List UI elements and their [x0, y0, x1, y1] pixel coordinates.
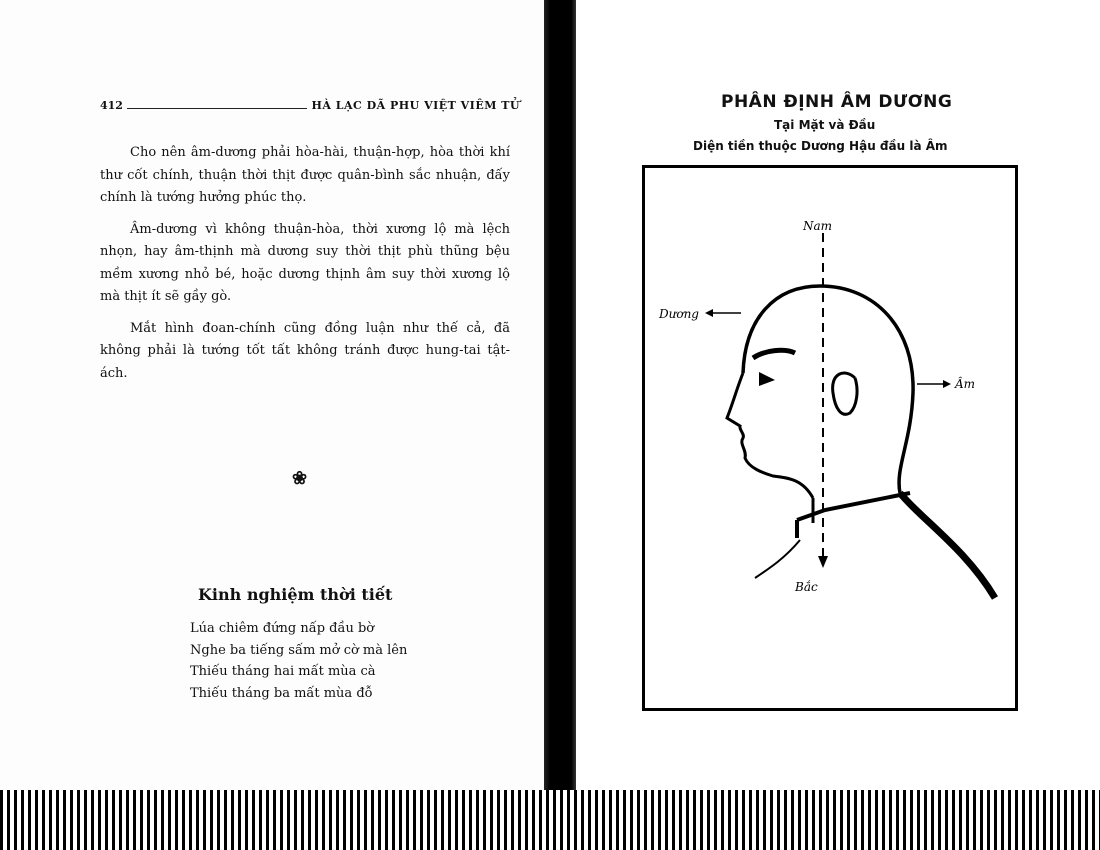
page-number: 412 — [100, 99, 123, 112]
poem-line: Thiếu tháng ba mất mùa đỗ — [190, 685, 373, 701]
header-rule — [127, 108, 308, 109]
plate-caption: Diện tiền thuộc Dương Hậu đầu là Âm — [693, 139, 948, 153]
face-profile — [727, 373, 813, 498]
book-gutter — [544, 0, 576, 790]
body-text — [100, 142, 510, 394]
paragraph: Cho nên âm-dương phải hòa-hài, thuận-hợp, hòa thời khí thư cốt chính, thuận thời thịt được quân-bình sắc nhuận, đấy chính là tướng hưởng phúc thọ. — [100, 145, 510, 205]
scan-edge-strip — [0, 790, 1100, 850]
left-page — [0, 0, 545, 790]
south-label: Bắc — [795, 580, 818, 594]
paragraph: Âm-dương vì không thuận-hòa, thời xương lộ mà lệch nhọn, hay âm-thịnh mà dương suy thời thịt phù thũng bệu mềm xương nhỏ bé, hoặc dương thịnh âm suy thời xương lộ mà thịt ít sẽ gầy gò. — [100, 221, 510, 304]
eye — [759, 372, 775, 386]
head-profile-drawing — [645, 168, 1015, 708]
running-title: HÀ LẠC DÃ PHU VIỆT VIÊM TỬ — [311, 99, 520, 112]
right-page — [576, 0, 1100, 790]
yang-arrow-head — [705, 309, 713, 317]
plate-title: PHÂN ĐỊNH ÂM DƯƠNG — [721, 92, 953, 112]
yin-label: Âm — [955, 377, 976, 391]
fleuron-ornament: ❀ — [292, 468, 308, 489]
illustration-frame — [642, 165, 1018, 711]
ear — [833, 373, 857, 414]
poem-line: Nghe ba tiếng sấm mở cờ mà lên — [190, 642, 408, 658]
chest-line — [755, 540, 800, 578]
eyebrow — [753, 350, 795, 358]
poem-line: Thiếu tháng hai mất mùa cà — [190, 664, 376, 679]
poem-title: Kinh nghiệm thời tiết — [198, 585, 393, 604]
yang-label: Dương — [659, 307, 699, 321]
yin-arrow-head — [943, 380, 951, 388]
running-head — [100, 96, 520, 112]
north-label: Nam — [803, 219, 833, 233]
poem — [190, 618, 407, 704]
axis-arrow-south — [818, 556, 828, 568]
shoulder-back — [900, 493, 995, 598]
poem-line: Lúa chiêm đứng nấp đầu bờ — [190, 621, 375, 636]
head-outline — [743, 286, 913, 493]
paragraph: Mắt hình đoan-chính cũng đồng luận như thế cả, đã không phải là tướng tốt tất không tránh được hung-tai tật-ách. — [100, 320, 510, 381]
plate-subtitle: Tại Mặt và Đầu — [774, 118, 876, 132]
